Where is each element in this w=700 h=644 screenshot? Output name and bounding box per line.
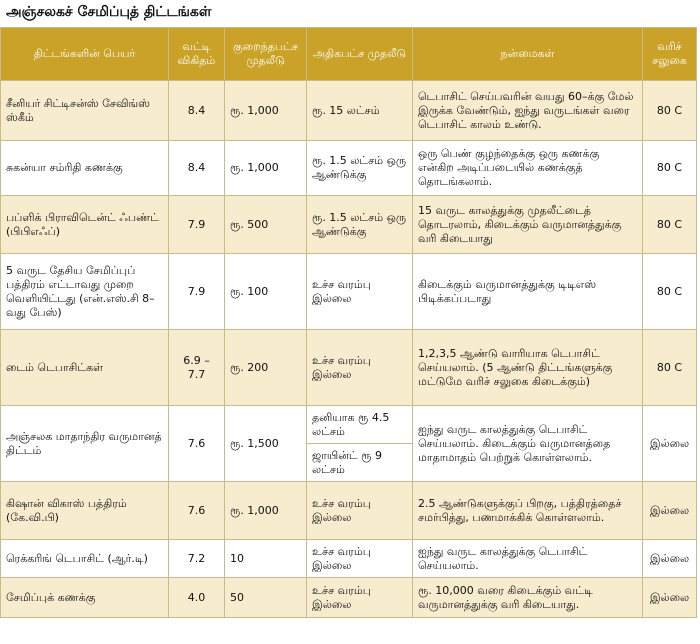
- scheme-name: கிஷான் விகாஸ் பத்திரம் (கே.வி.பி): [1, 482, 169, 540]
- header-min: குறைந்தபட்ச முதலீடு: [225, 28, 307, 81]
- max-investment: ரூ. 1.5 லட்சம் ஒரு ஆண்டுக்கு: [307, 141, 413, 196]
- max-investment: உச்ச வரம்பு இல்லை: [307, 578, 413, 618]
- table-row: [1, 406, 697, 444]
- max-investment: ரூ. 1.5 லட்சம் ஒரு ஆண்டுக்கு: [307, 196, 413, 254]
- min-investment: ரூ. 1,000: [225, 81, 307, 141]
- tax-benefit: 80 C: [643, 196, 697, 254]
- rate: 7.6: [169, 482, 225, 540]
- scheme-name: சீனியர் சிட்டிசன்ஸ் சேவிங்ஸ் ஸ்கீம்: [1, 81, 169, 141]
- tax-benefit: இல்லை: [643, 482, 697, 540]
- table-row: [1, 141, 697, 196]
- tax-benefit: இல்லை: [643, 578, 697, 618]
- rate: 8.4: [169, 141, 225, 196]
- table-row: [1, 254, 697, 330]
- max-investment: உச்ச வரம்பு இல்லை: [307, 540, 413, 578]
- max-investment: உச்ச வரம்பு இல்லை: [307, 254, 413, 330]
- min-investment: 10: [225, 540, 307, 578]
- table-row: [1, 578, 697, 618]
- tax-benefit: 80 C: [643, 81, 697, 141]
- scheme-name: சேமிப்புக் கணக்கு: [1, 578, 169, 618]
- header-rate: வட்டி விகிதம்: [169, 28, 225, 81]
- tax-benefit: இல்லை: [643, 406, 697, 482]
- scheme-name: அஞ்சலக மாதாந்திர வருமானத் திட்டம்: [1, 406, 169, 482]
- savings-schemes-table: [0, 27, 697, 618]
- benefits: டெபாசிட் செய்பவரின் வயது 60–க்கு மேல் இருக்க வேண்டும், ஐந்து வருடங்கள் வரை டெபாசிட் காலம் உண்டு.: [413, 81, 643, 141]
- header-scheme: திட்டங்களின் பெயர்: [1, 28, 169, 81]
- header-max: அதிகபட்ச முதலீடு: [307, 28, 413, 81]
- scheme-name: பப்ளிக் பிராவிடென்ட் ஃபண்ட் (பிபிஎஃப்): [1, 196, 169, 254]
- table-row: [1, 81, 697, 141]
- rate: 7.9: [169, 254, 225, 330]
- rate: 7.2: [169, 540, 225, 578]
- benefits: 1,2,3,5 ஆண்டு வாரியாக டெபாசிட் செய்யலாம். (5 ஆண்டு திட்டங்களுக்கு மட்டுமே வரிச் சலுகை கிடைக்கும்): [413, 330, 643, 406]
- header-benefits: நன்மைகள்: [413, 28, 643, 81]
- scheme-name: 5 வருட தேசிய சேமிப்புப் பத்திரம் எட்டாவது முறை வெளியிட்டது (என்.எஸ்.சி 8–வது பேஸ்): [1, 254, 169, 330]
- tax-benefit: 80 C: [643, 254, 697, 330]
- max-investment-individual: தனியாக ரூ 4.5 லட்சம்: [307, 406, 413, 444]
- rate: 4.0: [169, 578, 225, 618]
- min-investment: ரூ. 1,500: [225, 406, 307, 482]
- benefits: 2.5 ஆண்டுகளுக்குப் பிறகு, பத்திரத்தைச் சமர்பித்து, பணமாக்கிக் கொள்ளலாம்.: [413, 482, 643, 540]
- tax-benefit: இல்லை: [643, 540, 697, 578]
- benefits: ஐந்து வருட காலத்துக்கு டெபாசிட் செய்யலாம்.: [413, 540, 643, 578]
- min-investment: 50: [225, 578, 307, 618]
- min-investment: ரூ. 100: [225, 254, 307, 330]
- max-investment: ரூ. 15 லட்சம்: [307, 81, 413, 141]
- benefits: 15 வருட காலத்துக்கு முதலீட்டைத் தொடரலாம், கிடைக்கும் வருமானத்துக்கு வரி கிடையாது: [413, 196, 643, 254]
- max-investment: உச்ச வரம்பு இல்லை: [307, 330, 413, 406]
- table-row: [1, 482, 697, 540]
- header-row: [1, 28, 697, 81]
- benefits: ரூ. 10,000 வரை கிடைக்கும் வட்டி வருமானத்துக்கு வரி கிடையாது.: [413, 578, 643, 618]
- min-investment: ரூ. 200: [225, 330, 307, 406]
- rate: 7.6: [169, 406, 225, 482]
- page-title: அஞ்சலகச் சேமிப்புத் திட்டங்கள்: [6, 4, 212, 20]
- scheme-name: டைம் டெபாசிட்கள்: [1, 330, 169, 406]
- table-row: [1, 196, 697, 254]
- scheme-name: சுகன்யா சம்ரிதி கணக்கு: [1, 141, 169, 196]
- min-investment: ரூ. 1,000: [225, 482, 307, 540]
- min-investment: ரூ. 500: [225, 196, 307, 254]
- tax-benefit: 80 C: [643, 141, 697, 196]
- benefits: ஒரு பெண் குழந்தைக்கு ஒரு கணக்கு என்கிற அடிப்படையில் கணக்குத் தொடங்கலாம்.: [413, 141, 643, 196]
- rate: 8.4: [169, 81, 225, 141]
- scheme-name: ரெக்கரிங் டெபாசிட் (ஆர்.டி): [1, 540, 169, 578]
- benefits: கிடைக்கும் வருமானத்துக்கு டிடிஎஸ் பிடிக்கப்படாது: [413, 254, 643, 330]
- rate: 7.9: [169, 196, 225, 254]
- header-tax: வரிச் சலுகை: [643, 28, 697, 81]
- table-row: [1, 540, 697, 578]
- max-investment: உச்ச வரம்பு இல்லை: [307, 482, 413, 540]
- table-row: [1, 330, 697, 406]
- min-investment: ரூ. 1,000: [225, 141, 307, 196]
- rate: 6.9 – 7.7: [169, 330, 225, 406]
- benefits: ஐந்து வருட காலத்துக்கு டெபாசிட் செய்யலாம். கிடைக்கும் வருமானத்தை மாதாமாதம் பெற்றுக் கொள்ளலாம்.: [413, 406, 643, 482]
- tax-benefit: 80 C: [643, 330, 697, 406]
- max-investment-joint: ஜாயின்ட் ரூ 9 லட்சம்: [307, 444, 413, 482]
